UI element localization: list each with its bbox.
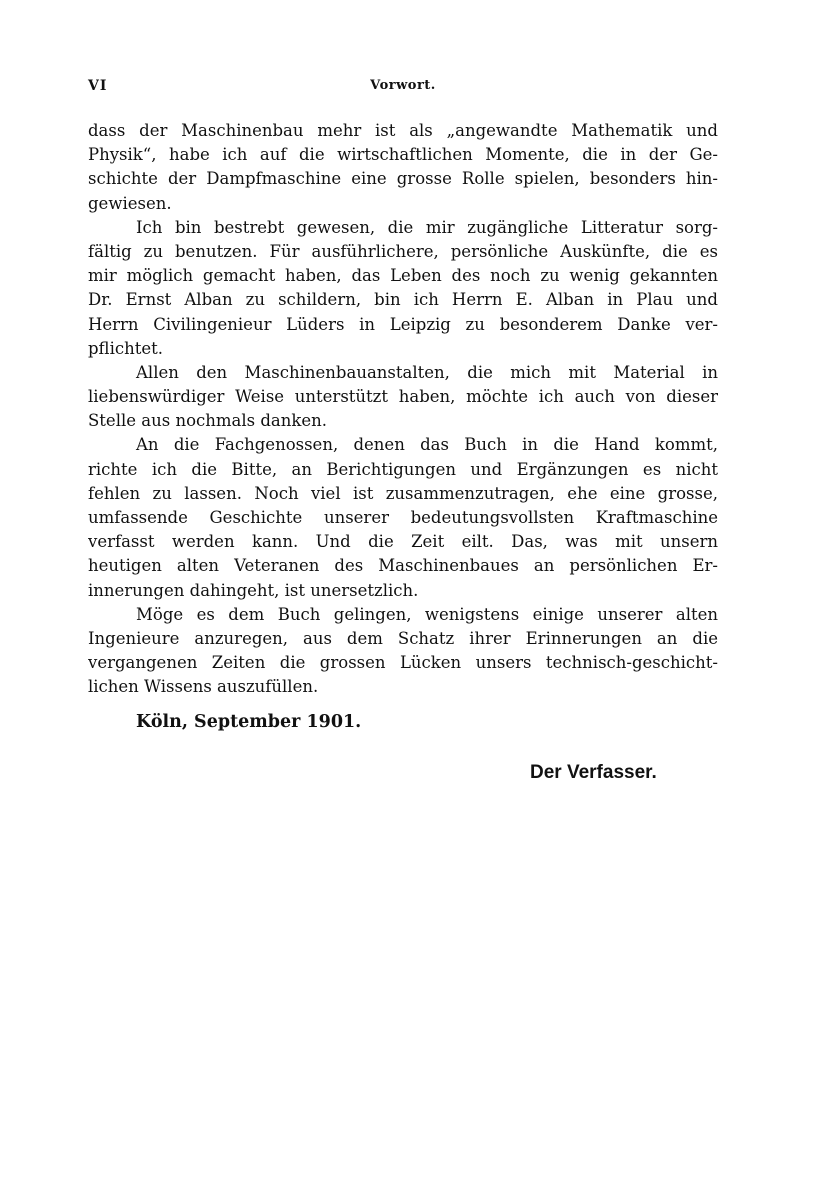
text-line: Ich bin bestrebt gewesen, die mir zugängliche Litteratur sorg- (136, 217, 718, 237)
text-line: fältig zu benutzen. Für ausführlichere, persönliche Auskünfte, die es (88, 241, 718, 261)
page-header (88, 78, 718, 98)
paragraph (88, 119, 718, 216)
paragraph (88, 603, 718, 700)
text-line: Möge es dem Buch gelingen, wenigstens einige unserer alten (136, 604, 718, 624)
paragraph (88, 433, 718, 602)
text-line: An die Fachgenossen, denen das Buch in die Hand kommt, (136, 435, 718, 455)
text-line: Herrn Civilingenieur Lüders in Leipzig zu besonderem Danke ver- (88, 314, 718, 334)
text-line: innerungen dahingeht, ist unersetzlich. (88, 580, 419, 600)
text-line: Stelle aus nochmals danken. (88, 411, 328, 431)
text-line: Ingenieure anzuregen, aus dem Schatz ihrer Erinnerungen an die (88, 628, 718, 648)
text-line: pflichtet. (88, 338, 163, 358)
text-line: Allen den Maschinenbauanstalten, die mich mit Material in (136, 362, 718, 382)
text-line: dass der Maschinenbau mehr ist als „angewandte Mathematik und (88, 121, 718, 140)
page-number: VI (88, 78, 108, 94)
signature: Der Verfasser. (530, 762, 657, 783)
text-line: heutigen alten Veteranen des Maschinenbaues an persönlichen Er- (88, 556, 718, 576)
text-line: fehlen zu lassen. Noch viel ist zusammenzutragen, ehe eine grosse, (88, 483, 718, 503)
text-line: lichen Wissens auszufüllen. (88, 677, 319, 697)
preface-body (88, 119, 718, 700)
text-line: umfassende Geschichte unserer bedeutungsvollsten Kraftmaschine (88, 508, 718, 527)
dateline: Köln, September 1901. (136, 712, 362, 732)
paragraph (88, 216, 718, 361)
text-line: Dr. Ernst Alban zu schildern, bin ich Herrn E. Alban in Plau und (88, 290, 718, 310)
paragraph (88, 361, 718, 434)
text-line: richte ich die Bitte, an Berichtigungen und Ergänzungen es nicht (88, 459, 718, 479)
text-line: vergangenen Zeiten die grossen Lücken unsers technisch-geschicht- (88, 653, 718, 673)
text-line: schichte der Dampfmaschine eine grosse Rolle spielen, besonders hin- (88, 169, 718, 189)
text-line: gewiesen. (88, 193, 172, 213)
text-line: verfasst werden kann. Und die Zeit eilt. Das, was mit unsern (88, 532, 718, 552)
text-line: liebenswürdiger Weise unterstützt haben, möchte ich auch von dieser (88, 387, 718, 407)
running-title: Vorwort. (370, 78, 436, 93)
text-line: Physik“, habe ich auf die wirtschaftlichen Momente, die in der Ge- (88, 145, 718, 165)
text-line: mir möglich gemacht haben, das Leben des noch zu wenig gekannten (88, 266, 718, 286)
